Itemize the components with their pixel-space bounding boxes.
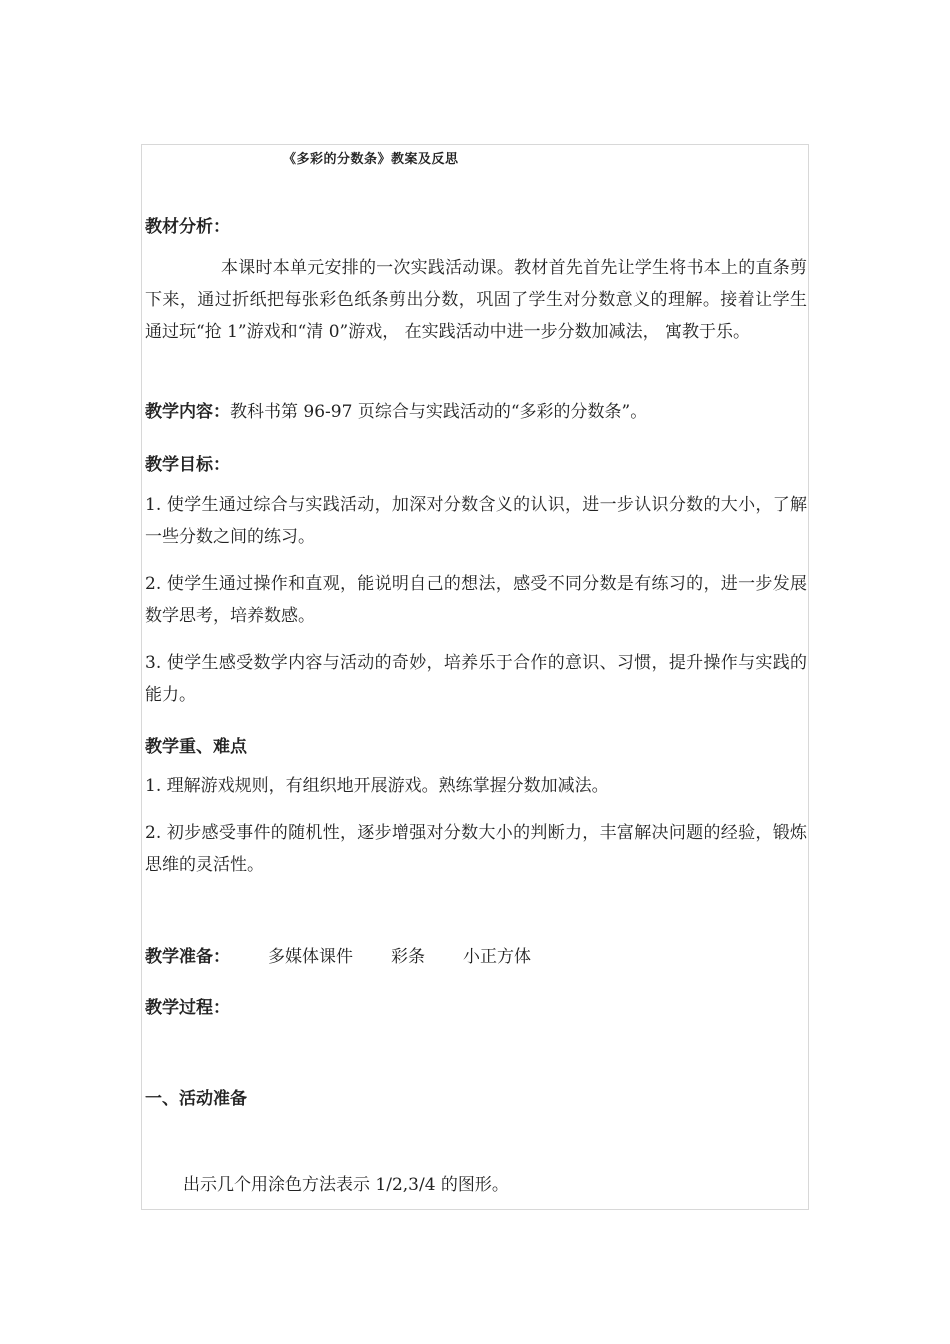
prep-item-courseware: 多媒体课件 [268,947,353,967]
goal-item-2: 2. 使学生通过操作和直观，能说明自己的想法，感受不同分数是有练习的，进一步发展数学思考，培养数感。 [145,574,807,626]
prep-item-color-strips: 彩条 [391,947,425,967]
step1-text: 出示几个用涂色方法表示 1/2,3/4 的图形。 [183,1175,509,1195]
document-title: 《多彩的分数条》教案及反思 [283,152,459,167]
key-point-item-1: 1. 理解游戏规则，有组织地开展游戏。熟练掌握分数加减法。 [145,776,609,796]
analysis-paragraph: 本课时本单元安排的一次实践活动课。教材首先首先让学生将书本上的直条剪下来，通过折纸把每张彩色纸条剪出分数，巩固了学生对分数意义的理解。接着让学生通过玩“抢 1”游戏和“清 0”游戏， 在实践活动中进一步分数加减法， 寓教于乐。 [145,258,807,342]
teaching-prep [145,941,807,973]
goals-heading: 教学目标： [145,455,230,475]
process-heading: 教学过程： [145,998,230,1018]
teaching-content-text: 教科书第 96-97 页综合与实践活动的“多彩的分数条”。 [230,402,648,422]
teaching-content-label: 教学内容： [145,402,230,422]
goal-item-3: 3. 使学生感受数学内容与活动的奇妙，培养乐于合作的意识、习惯，提升操作与实践的能力。 [145,653,807,705]
goal-item-1: 1. 使学生通过综合与实践活动，加深对分数含义的认识，进一步认识分数的大小，了解一些分数之间的练习。 [145,495,807,547]
prep-item-small-cubes: 小正方体 [463,947,531,967]
key-points-heading: 教学重、难点 [145,737,247,757]
key-point-item-2: 2. 初步感受事件的随机性，逐步增强对分数大小的判断力，丰富解决问题的经验，锻炼思维的灵活性。 [145,823,807,875]
teaching-prep-label: 教学准备： [145,947,230,967]
teaching-content [145,396,807,428]
analysis-heading: 教材分析： [145,217,230,237]
step1-heading: 一、活动准备 [145,1089,247,1109]
